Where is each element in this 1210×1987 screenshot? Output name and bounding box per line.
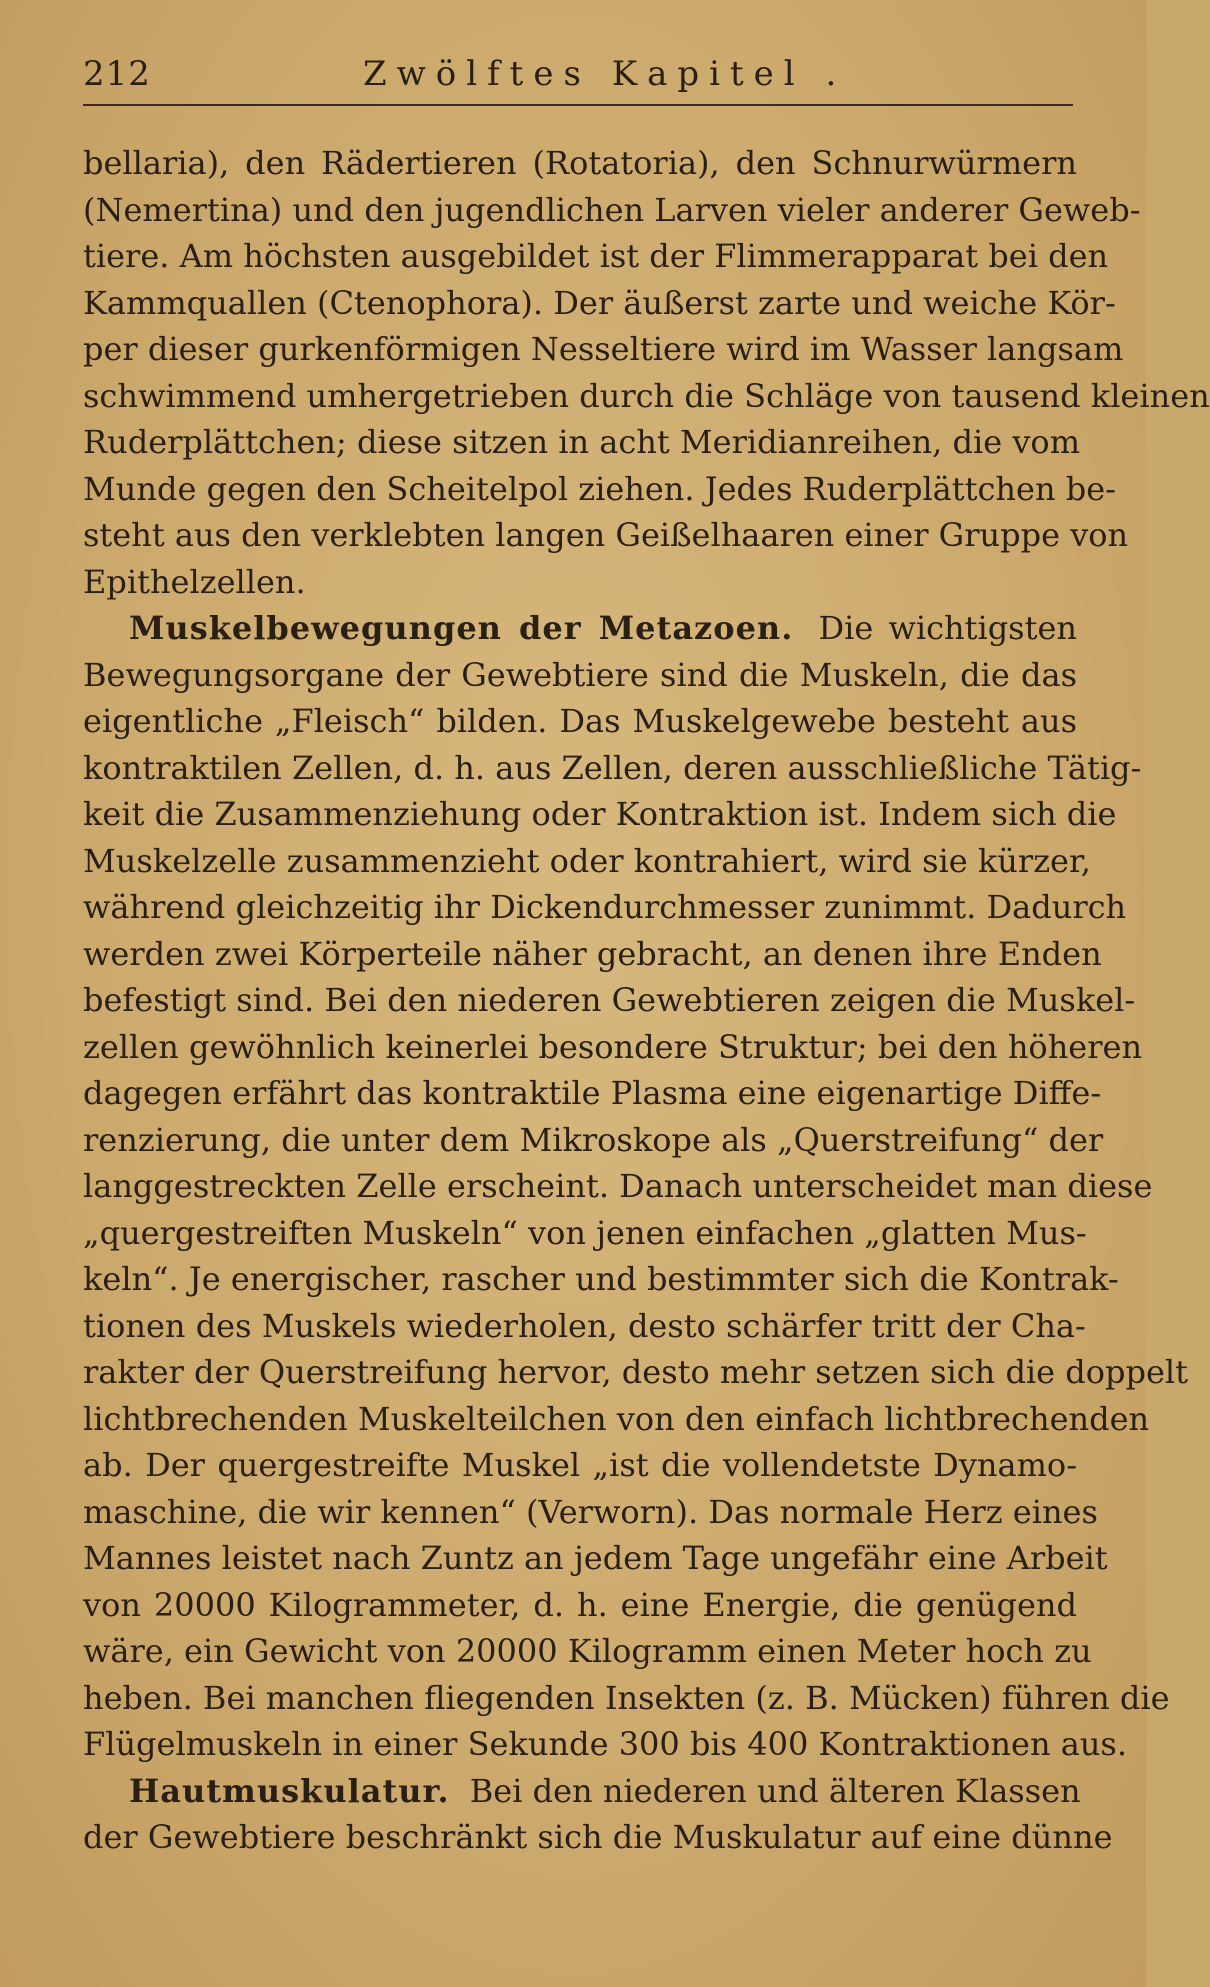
text-line: kontraktilen Zellen, d. h. aus Zellen, deren ausschließliche Tätig- — [83, 748, 1142, 787]
text-line: Ruderplättchen; diese sitzen in acht Meridianreihen, die vom — [83, 423, 1081, 461]
text-line: während gleichzeitig ihr Dickendurchmesser zunimmt. Dadurch — [83, 888, 1127, 926]
section-heading-hautmuskulatur: Hautmuskulatur. — [129, 1771, 450, 1810]
text-line: lichtbrechenden Muskelteilchen von den einfach lichtbrechenden — [83, 1399, 1150, 1438]
text-line: Bewegungsorgane der Gewebtiere sind die Muskeln, die das — [83, 655, 1077, 694]
text-line: Bei den niederen und älteren Klassen — [469, 1771, 1081, 1810]
text-line: per dieser gurkenförmigen Nesseltiere wird im Wasser langsam — [83, 330, 1124, 368]
text-line: langgestreckten Zelle erscheint. Danach unterscheidet man diese — [83, 1167, 1153, 1205]
text-line: Epithelzellen. — [83, 562, 306, 601]
text-line: dagegen erfährt das kontraktile Plasma eine eigenartige Diffe- — [83, 1074, 1102, 1112]
section-heading-muskelbewegungen: Muskelbewegungen der Metazoen. — [129, 609, 794, 647]
text-line: zellen gewöhnlich keinerlei besondere Struktur; bei den höheren — [83, 1027, 1143, 1066]
text-line: renzierung, die unter dem Mikroskope als „Querstreifung“ der — [83, 1120, 1104, 1159]
text-line: tionen des Muskels wiederholen, desto schärfer tritt der Cha- — [83, 1306, 1086, 1345]
text-line: wäre, ein Gewicht von 20000 Kilogramm einen Meter hoch zu — [83, 1632, 1092, 1670]
section-first-line — [83, 605, 1077, 652]
page-header — [83, 52, 1073, 106]
text-line: Mannes leistet nach Zuntz an jedem Tage ungefähr eine Arbeit — [83, 1539, 1108, 1577]
text-line: (Nemertina) und den jugendlichen Larven vieler anderer Geweb- — [83, 190, 1141, 229]
text-line: bellaria), den Rädertieren (Rotatoria), den Schnurwürmern — [83, 144, 1077, 182]
text-line: tiere. Am höchsten ausgebildet ist der Flimmerapparat bei den — [83, 237, 1109, 275]
text-line: von 20000 Kilogrammeter, d. h. eine Energie, die genügend — [83, 1585, 1077, 1624]
page-number: 212 — [83, 54, 151, 94]
text-line: der Gewebtiere beschränkt sich die Muskulatur auf eine dünne — [83, 1818, 1113, 1856]
text-line: steht aus den verklebten langen Geißelhaaren einer Gruppe von — [83, 516, 1129, 554]
text-line: ab. Der quergestreifte Muskel „ist die vollendetste Dynamo- — [83, 1446, 1077, 1484]
text-line: rakter der Querstreifung hervor, desto mehr setzen sich die doppelt — [83, 1353, 1189, 1391]
body-text — [83, 140, 1210, 1861]
section-first-line — [83, 1768, 1081, 1815]
text-line: Muskelzelle zusammenzieht oder kontrahiert, wird sie kürzer, — [83, 841, 1091, 880]
text-line: eigentliche „Fleisch“ bilden. Das Muskelgewebe besteht aus — [83, 702, 1077, 740]
text-line: werden zwei Körperteile näher gebracht, an denen ihre Enden — [83, 934, 1102, 973]
text-line: heben. Bei manchen fliegenden Insekten (z. B. Mücken) führen die — [83, 1678, 1170, 1717]
text-line: Flügelmuskeln in einer Sekunde 300 bis 400 Kontraktionen aus. — [83, 1725, 1128, 1763]
text-line: Kammquallen (Ctenophora). Der äußerst zarte und weiche Kör- — [83, 283, 1116, 322]
text-line: keln“. Je energischer, rascher und bestimmter sich die Kontrak- — [83, 1260, 1119, 1298]
text-line: „quergestreiften Muskeln“ von jenen einfachen „glatten Mus- — [83, 1213, 1087, 1252]
text-line: Munde gegen den Scheitelpol ziehen. Jedes Ruderplättchen be- — [83, 469, 1116, 508]
running-head: Zwölftes Kapitel . — [363, 54, 847, 94]
text-line: Die wichtigsten — [818, 609, 1077, 647]
text-line: maschine, die wir kennen“ (Verworn). Das normale Herz eines — [83, 1492, 1098, 1531]
text-line: schwimmend umhergetrieben durch die Schläge von tausend kleinen — [83, 376, 1210, 415]
text-line: befestigt sind. Bei den niederen Gewebtieren zeigen die Muskel- — [83, 981, 1136, 1019]
text-line: keit die Zusammenziehung oder Kontraktion ist. Indem sich die — [83, 795, 1117, 833]
